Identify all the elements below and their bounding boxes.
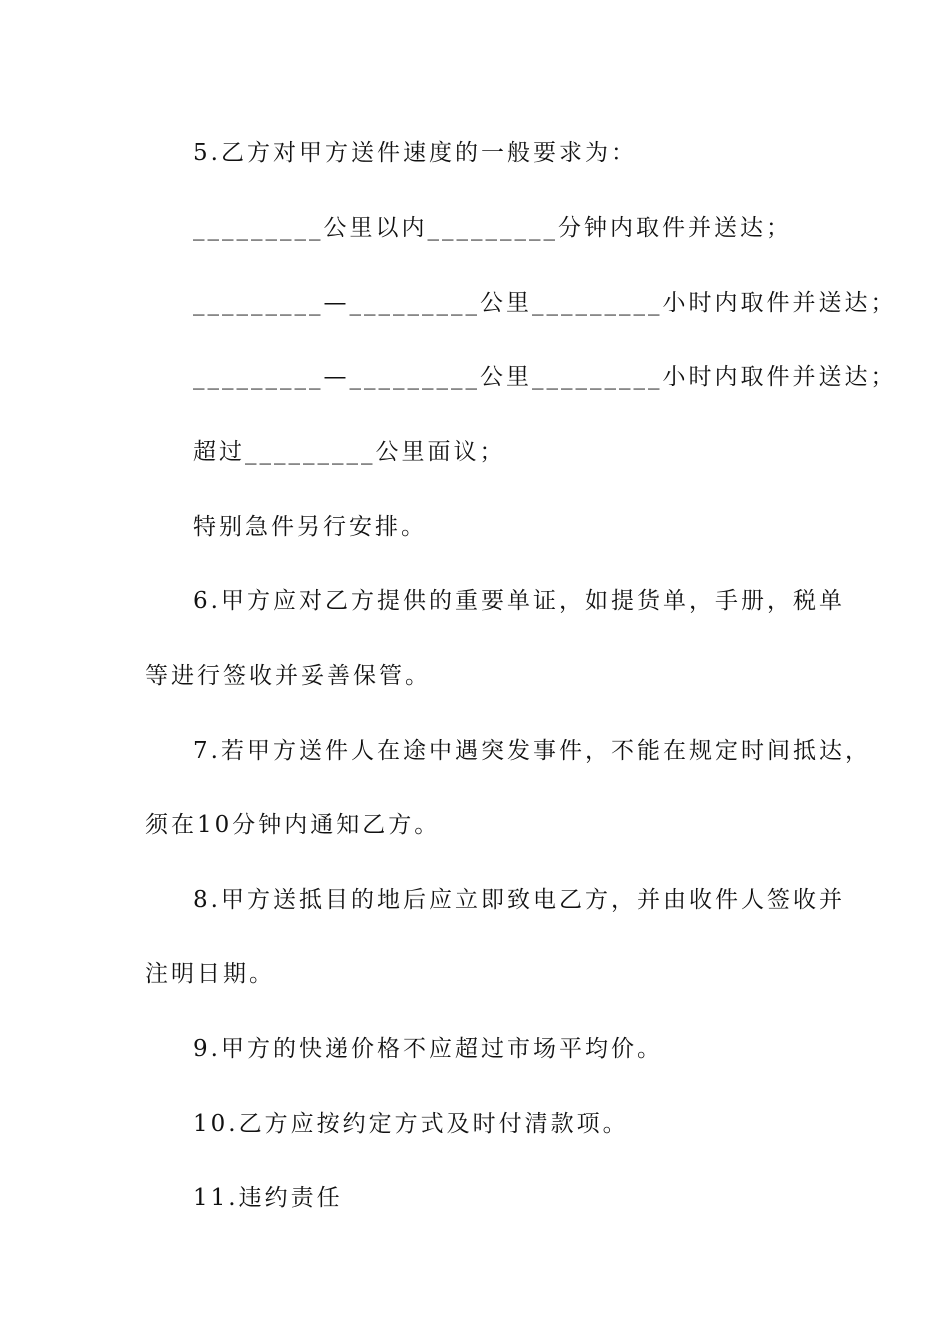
- clause-5-range-1: _________—_________公里_________小时内取件并送达；: [193, 290, 897, 316]
- clause-7-line-2: 须在10分钟内通知乙方。: [145, 812, 441, 838]
- clause-9: 9.甲方的快递价格不应超过市场平均价。: [193, 1036, 663, 1062]
- clause-6-line-2: 等进行签收并妥善保管。: [145, 663, 431, 689]
- clause-5-range-2: _________—_________公里_________小时内取件并送达；: [193, 364, 897, 390]
- clause-8-line-1: 8.甲方送抵目的地后应立即致电乙方，并由收件人签收并: [193, 887, 845, 913]
- clause-5-over-km: 超过_________公里面议；: [193, 439, 506, 465]
- clause-10: 10.乙方应按约定方式及时付清款项。: [193, 1111, 629, 1137]
- clause-5-heading: 5.乙方对甲方送件速度的一般要求为：: [193, 140, 637, 166]
- clause-5-urgent: 特别急件另行安排。: [193, 514, 427, 540]
- clause-5-within-km: _________公里以内_________分钟内取件并送达；: [193, 215, 792, 241]
- clause-11-heading: 11.违约责任: [193, 1185, 343, 1211]
- clause-8-line-2: 注明日期。: [145, 961, 275, 987]
- clause-7-line-1: 7.若甲方送件人在途中遇突发事件，不能在规定时间抵达，: [193, 738, 871, 764]
- clause-6-line-1: 6.甲方应对乙方提供的重要单证，如提货单，手册，税单: [193, 588, 845, 614]
